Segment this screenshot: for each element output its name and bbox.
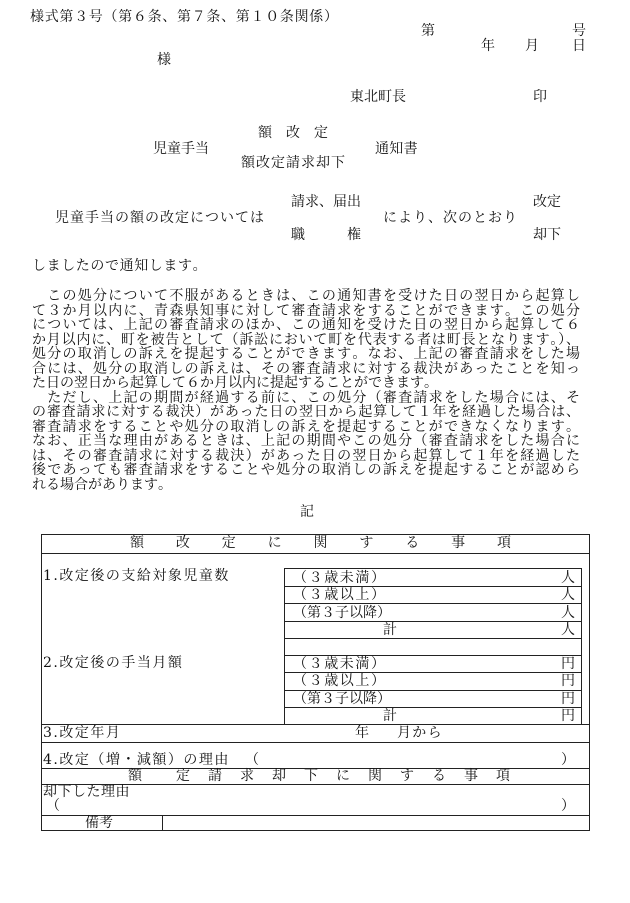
breakdown-table xyxy=(284,568,582,725)
table-divider xyxy=(41,815,590,816)
row-unit: 人 xyxy=(561,569,575,586)
notice-line: なお、正当な理由があるときは、上記の期間やこの処分（審査請求をした場合に xyxy=(32,433,580,449)
children-row-under-3 xyxy=(285,569,581,586)
table-divider xyxy=(41,553,590,554)
amount-row-3-and-over xyxy=(285,672,581,689)
notice-line: ただし、上記の期間が経過する前に、この処分（審査請求をした場合には、そ xyxy=(32,389,580,406)
title-suffix: 通知書 xyxy=(375,141,418,157)
row-unit: 円 xyxy=(561,690,575,707)
decision-connector: により、次のとおり xyxy=(383,210,518,226)
date-month-label: 月 xyxy=(525,38,539,54)
remarks-label: 備考 xyxy=(85,815,113,831)
notice-line: の審査請求に対する裁決）があった日の翌日から起算して１年を経過した場合は、 xyxy=(32,404,580,420)
date-day-label: 日 xyxy=(572,38,586,54)
amount-row-third-child xyxy=(285,690,581,707)
rejection-paren-open: （ xyxy=(46,798,60,814)
children-row-3-and-over xyxy=(285,586,581,603)
notice-line: れる場合があります。 xyxy=(32,476,172,493)
row-unit: 円 xyxy=(561,707,575,724)
notice-line: 審査請求をすることや処分の取消しの訴えを提起することができなくなります。 xyxy=(32,418,580,435)
result-option-revised: 改定 xyxy=(533,194,561,210)
notice-line: か月以内に、町を被告として（訴訟において町を代表する者は町長となります。）、 xyxy=(32,331,580,348)
row-unit: 円 xyxy=(561,673,575,690)
notice-line: 合には、処分の取消しの訴えは、その審査請求に対する裁決があったことを知っ xyxy=(32,360,580,377)
row-label: （第３子以降） xyxy=(293,604,391,621)
row-unit: 人 xyxy=(561,587,575,604)
blank-row xyxy=(285,638,581,655)
revision-section-heading: 額 改 定 に 関 す る 事 項 xyxy=(130,535,511,551)
effective-date-label: 3.改定年月 xyxy=(43,725,122,741)
children-row-third-child xyxy=(285,603,581,620)
title-option-rejection: 額改定請求却下 xyxy=(241,155,346,171)
decision-lead: 児童手当の額の改定については xyxy=(55,210,265,226)
rejection-paren-close: ） xyxy=(561,798,575,814)
reason-paren-open: （ xyxy=(245,752,259,768)
document-number-prefix: 第 xyxy=(421,23,435,39)
row-label: （３歳以上） xyxy=(293,673,385,690)
row-label: 計 xyxy=(383,621,397,638)
date-year-label: 年 xyxy=(481,38,495,54)
seal-mark: 印 xyxy=(533,89,547,105)
table-divider xyxy=(41,742,590,743)
remarks-divider xyxy=(162,815,163,831)
row-label: （第３子以降） xyxy=(293,690,391,707)
title-prefix: 児童手当 xyxy=(153,141,209,157)
row-label: 計 xyxy=(383,707,397,724)
notice-line: この処分について不服があるときは、この通知書を受けた日の翌日から起算し xyxy=(32,288,580,304)
decision-closing: しましたので通知します。 xyxy=(32,258,208,274)
form-number: 様式第３号（第６条、第７条、第１０条関係） xyxy=(30,9,339,25)
notice-line: た日の翌日から起算して６か月以内に提起することができます。 xyxy=(32,375,438,391)
notice-line: は、その審査請求に対する裁決）があった日の翌日から起算して１年を経過した xyxy=(32,447,580,464)
notice-line: 後であっても審査請求をすることや処分の取消しの訴えを提起することが認めら xyxy=(32,462,580,478)
amount-row-total xyxy=(285,707,581,724)
record-heading: 記 xyxy=(300,504,314,520)
reason-paren-close: ） xyxy=(561,752,575,768)
row-unit: 人 xyxy=(561,621,575,638)
effective-month-label: 月から xyxy=(397,725,443,741)
issuer-name: 東北町長 xyxy=(350,89,406,105)
document-number-suffix: 号 xyxy=(572,23,586,39)
notice-line: 処分の取消しの訴えを提起することができます。なお、上記の審査請求をした場 xyxy=(32,346,580,362)
row-unit: 円 xyxy=(561,656,575,673)
title-option-revision: 額 改 定 xyxy=(258,125,328,141)
row-unit: 人 xyxy=(561,604,575,621)
notice-line: て３か月以内に、青森県知事に対して審査請求をすることができます。この処分 xyxy=(32,302,580,319)
amount-row-under-3 xyxy=(285,655,581,672)
result-option-rejected: 却下 xyxy=(533,227,561,243)
rejection-reason-label: 却下した理由 xyxy=(43,784,130,800)
notice-line: については、上記の審査請求のほか、この通知を受けた日の翌日から起算して６ xyxy=(32,317,580,333)
monthly-amount-label: 2.改定後の手当月額 xyxy=(43,655,184,671)
addressee-honorific: 様 xyxy=(157,52,171,68)
basis-option-request: 請求、届出 xyxy=(291,194,361,210)
basis-option-ex-officio: 職 権 xyxy=(291,227,361,243)
row-label: （３歳未満） xyxy=(293,656,385,673)
appeal-notice xyxy=(32,289,580,492)
children-row-total xyxy=(285,621,581,638)
effective-year-label: 年 xyxy=(355,725,369,741)
row-label: （３歳以上） xyxy=(293,587,385,604)
row-label: （３歳未満） xyxy=(293,569,385,586)
children-count-label: 1.改定後の支給対象児童数 xyxy=(43,568,230,584)
revision-reason-label: 4.改定（増・減額）の理由 xyxy=(43,752,230,768)
rejection-section-heading: 額 定 請 求 却 下 に 関 す る 事 項 xyxy=(128,768,510,784)
